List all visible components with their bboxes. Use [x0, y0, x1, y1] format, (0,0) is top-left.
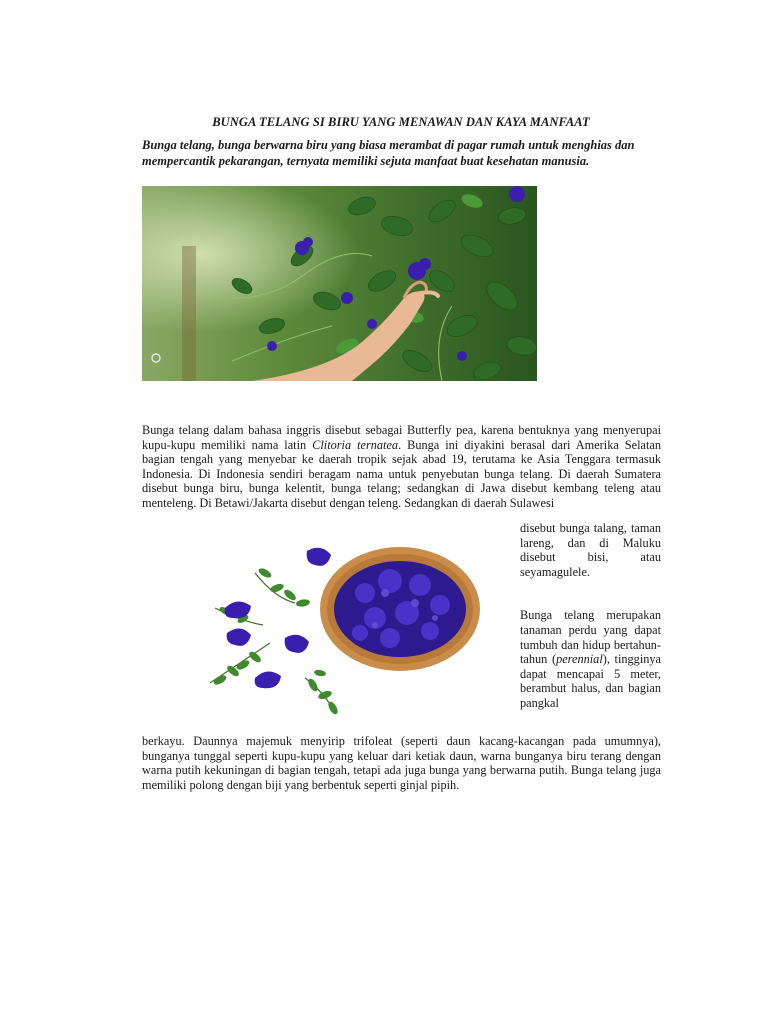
paragraph-plant-description: Bunga telang merupakan tanaman perdu yang dapat tumbuh dan hidup bertahun-tahun (perennial), tingginya dapat mencapai 5 meter, berambut halus, dan bagian pangkal: [520, 608, 661, 710]
paragraph-origin: Bunga telang dalam bahasa inggris disebut sebagai Butterfly pea, karena bentuknya yang menyerupai kupu-kupu memiliki nama latin Clitoria ternatea. Bunga ini diyakini berasal dari Amerika Selatan bagian tengah yang menyebar ke daerah tropik sejak abad 19, terutama ke Asia Tenggara termasuk Indonesia. Di Indonesia sendiri beragam nama untuk penyebutan bunga telang. Di daerah Sumatera disebut bunga biru, bunga kelentit, bunga telang; sedangkan di Jawa disebut kembang teleng atau menteleng. Di Betawi/Jakarta disebut dengan teleng. Sedangkan di daerah Sulawesi: [142, 423, 661, 510]
dried-flowers-bowl-photo: [185, 533, 490, 728]
butterfly-pea-vine-photo: [142, 186, 537, 381]
paragraph-regional-names-end: disebut bunga talang, taman lareng, dan di Maluku disebut bisi, atau seyamagulele.: [520, 521, 661, 579]
wrapped-text-column: [520, 521, 661, 711]
paragraph-plant-description-continued: berkayu. Daunnya majemuk menyirip trifoleat (seperti daun kacang-kacangan pada umumnya), bunganya tunggal seperti kupu-kupu yang keluar dari ketiak daun, warna bunganya biru terang dengan warna putih kekuningan di bagian tengah, tetapi ada juga bunga yang berwarna putih. Bunga telang juga memiliki polong dengan biji yang berbentuk seperti ginjal pipih.: [142, 734, 661, 792]
page-title: BUNGA TELANG SI BIRU YANG MENAWAN DAN KAYA MANFAAT: [212, 115, 590, 129]
intro-paragraph: Bunga telang, bunga berwarna biru yang biasa merambat di pagar rumah untuk menghias dan mempercantik pekarangan, ternyata memiliki sejuta manfaat buat kesehatan manusia.: [142, 138, 635, 168]
